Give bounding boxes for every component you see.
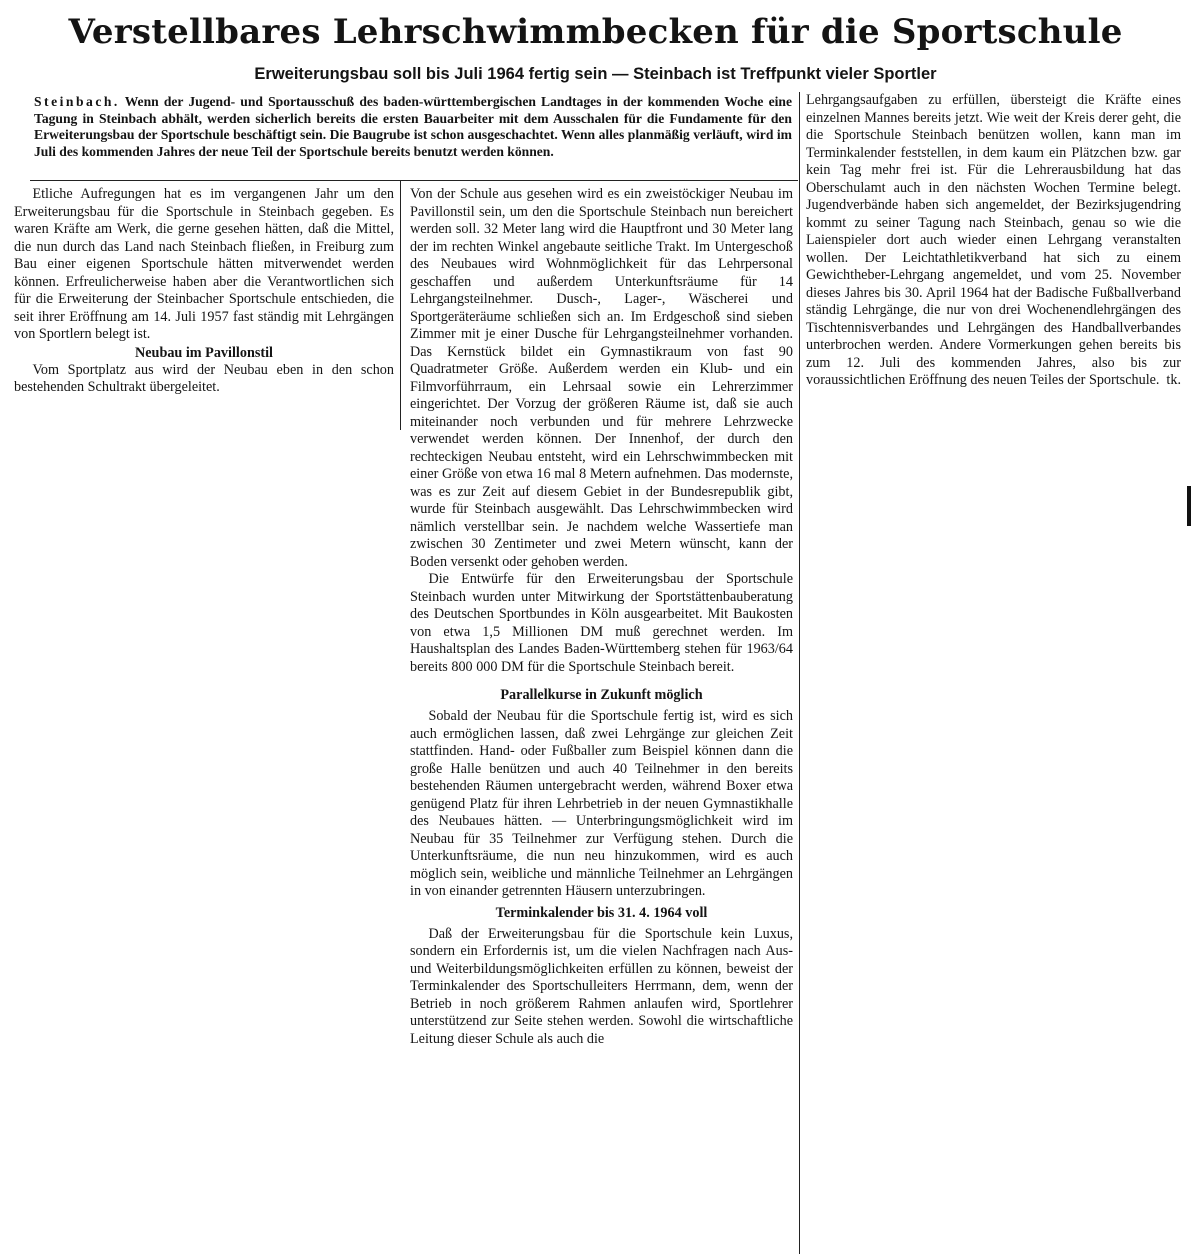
subtitle-terminkalender: Terminkalender bis 31. 4. 1964 voll	[495, 904, 708, 921]
column-3-text: Lehrgangsaufgaben zu erfüllen, übersteigt die Kräfte eines einzelnen Mannes bereits jetzt. Wie weit der Kreis derer geht, die die Sportschule Steinbach benützen wollen, kann man im Terminkalender feststellen, in dem kaum ein Plätzchen bzw. gar kein Tag mehr frei ist. Für die Lehrerausbildung hat das Oberschulamt auch in den nächsten Wochen Termine belegt. Jugendverbände haben sich angemeldet, der Bezirksjugendring kommt zu seiner Tagung nach Steinbach, genau so wie die Laienspieler dort auch wieder einen Lehrgang veranstalten wollen. Der Leichtathletikverband hat sich zu einem Gewichtheber-Lehrgang angemeldet, und vom 25. November dieses Jahres bis 30. April 1964 hat der Badische Fußballverband ständig Lehrgänge, die nur von drei Wochenendlehrgängen des Tischtennisverbandes und Lehrgängen des Handballverbandes unterbrochen werden. Andere Vormerkungen gehen bereits bis zum 12. Juli des kommenden Jahres, also bis zur voraussichtlichen Eröffnung des neuen Teiles der Sportschule.	[806, 92, 1181, 388]
scan-edge-mark	[1187, 486, 1191, 526]
subheadline: Erweiterungsbau soll bis Juli 1964 fertig sein — Steinbach ist Treffpunkt vieler Sportler	[254, 65, 937, 83]
column-1	[14, 186, 394, 397]
lead-place: Steinbach.	[34, 94, 120, 109]
lead-paragraph	[34, 94, 792, 160]
column-2-paragraph-4: Daß der Erweiterungsbau für die Sportschule kein Luxus, sondern ein Erfordernis ist, um die vielen Nachfragen nach Aus- und Weiterbildungsmöglichkeiten erfüllen zu können, beweist der Terminkalender des Sportschulleiters Herrmann, dem, wenn der Betrieb in noch größerem Rahmen anlaufen wird, Sportlehrer unterstützend zur Seite stehen werden. Sowohl die wirtschaftliche Leitung dieser Schule als auch die	[410, 925, 793, 1047]
column-2	[410, 186, 793, 1048]
subtitle-parallelkurse: Parallelkurse in Zukunft möglich	[500, 687, 703, 703]
headline: Verstellbares Lehrschwimmbecken für die Sportschule	[68, 12, 1123, 52]
column-divider-2	[799, 92, 800, 1254]
column-3	[806, 92, 1181, 390]
column-1-paragraph-1: Etliche Aufregungen hat es im vergangenen Jahr um den Erweiterungsbau für die Sportschule in Steinbach gegeben. Es waren Kräfte am Werk, die gerne gesehen hätten, daß die Mittel, die nun durch das Land nach Steinbach fließen, in Freiburg zum Bau einer eigenen Sportschule hätten mitverwendet werden können. Erfreulicherweise haben aber die Verantwortlichen sich für die Erweiterung der Steinbacher Sportschule entschieden, die seit ihrer Eröffnung am 14. Juli 1957 fast ständig mit Lehrgängen von Sportlern belegt ist.	[14, 186, 394, 342]
column-2-paragraph-2: Die Entwürfe für den Erweiterungsbau der Sportschule Steinbach wurden unter Mitwirkung der Sportstättenbauberatung des Deutschen Sportbundes in Köln ausgearbeitet. Mit Baukosten von etwa 1,5 Millionen DM muß gerechnet werden. Im Haushaltsplan des Landes Baden-Württemberg stehen für 1963/64 bereits 800 000 DM für die Sportschule Steinbach bereit.	[410, 571, 793, 675]
author-signature: tk.	[1166, 372, 1181, 388]
column-3-paragraph-1	[806, 92, 1181, 390]
column-divider-1	[400, 180, 401, 430]
lead-bottom-rule	[30, 180, 798, 181]
subtitle-pavillonstil: Neubau im Pavillonstil	[135, 344, 273, 361]
lead-text: Wenn der Jugend- und Sportausschuß des baden-württembergischen Landtages in der kommenden Woche eine Tagung in Steinbach abhält, werden sicherlich bereits die ersten Bauarbeiter mit dem Ausschalen für die Fundamente für den Erweiterungsbau der Sportschule beschäftigt sein. Die Baugrube ist schon ausgeschachtet. Wenn alles planmäßig verläuft, wird im Juli des kommenden Jahres der neue Teil der Sportschule bereits benutzt werden können.	[34, 94, 792, 159]
column-1-paragraph-2: Vom Sportplatz aus wird der Neubau eben in den schon bestehenden Schultrakt übergeleitet.	[14, 361, 394, 395]
column-2-paragraph-1: Von der Schule aus gesehen wird es ein zweistöckiger Neubau im Pavillonstil sein, um den die Sportschule Steinbach nun bereichert werden soll. 32 Meter lang wird die Hauptfront und 30 Meter lang der im rechten Winkel angebaute seitliche Trakt. Im Untergeschoß des Neubaues wird Wohnmöglichkeit für das Lehrpersonal geschaffen und außerdem Unterkunftsräume für 14 Lehrgangsteilnehmer. Dusch-, Lager-, Wäscherei und Sportgeräteräume schließen sich an. Im Erdgeschoß sind sieben Zimmer mit je einer Dusche für Lehrgangsteilnehmer vorhanden. Das Kernstück bildet ein Gymnastikraum von fast 90 Quadratmeter Größe. Außerdem werden ein Klub- und ein Filmvorführraum, ein Lehrsaal sowie ein Lehrerzimmer eingerichtet. Der Vorzug der größeren Räume ist, daß sie auch miteinander noch verbunden und für mehrere Lehrzwecke verwendet werden können. Der Innenhof, der durch den rechteckigen Neubau entsteht, wird ein Lehrschwimmbecken mit einer Größe von etwa 16 mal 8 Metern aufnehmen. Das modernste, was es zur Zeit auf diesem Gebiet in der Bundesrepublik gibt, wurde für Steinbach ausgewählt. Das Lehrschwimmbecken wird nämlich verstellbar sein. Je nachdem welche Wassertiefe man zwischen 30 Zentimeter und zwei Metern wünscht, kann der Boden versenkt oder gehoben werden.	[410, 186, 793, 570]
column-2-paragraph-3: Sobald der Neubau für die Sportschule fertig ist, wird es sich auch ermöglichen lassen, daß zwei Lehrgänge zur gleichen Zeit stattfinden. Hand- oder Fußballer zum Beispiel können dann die große Halle benützen und auch 40 Teilnehmer in den bereits bestehenden Räumen untergebracht werden, während Boxer etwa genügend Platz für ihren Lehrbetrieb in der neuen Gymnastikhalle des Neubaues hätten. — Unterbringungsmöglichkeit wird im Neubau für 35 Teilnehmer zur Verfügung stehen. Durch die Unterkunftsräume, die nun neu hinzukommen, wird es auch möglich sein, weibliche und männliche Teilnehmer an Lehrgängen in von einander getrennten Häusern unterzubringen.	[410, 708, 793, 899]
